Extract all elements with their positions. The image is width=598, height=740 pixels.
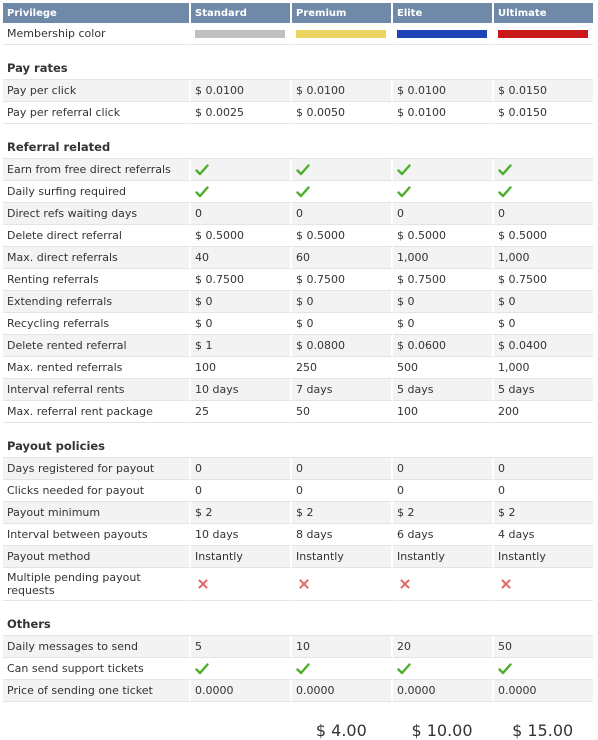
price-row: [3, 710, 593, 740]
cell-value: 200: [494, 401, 593, 423]
cell-value: $ 1: [191, 335, 292, 357]
cell-value: $ 0: [191, 313, 292, 335]
membership-color-row: [3, 23, 593, 45]
table-row: [3, 203, 593, 225]
cell-value: $ 0.0100: [393, 102, 494, 124]
cell-value: 1,000: [393, 247, 494, 269]
table-row: [3, 680, 593, 702]
cell-value: $ 0.0100: [191, 80, 292, 102]
section-title-referral-related: Referral related: [3, 124, 593, 159]
cell-value: $ 0.5000: [191, 225, 292, 247]
cell-value: 1,000: [494, 357, 593, 379]
premium-price: $ 4.00: [315, 721, 367, 740]
check-icon: [494, 159, 593, 181]
check-icon: [296, 185, 310, 199]
cell-value: 1,000: [494, 247, 593, 269]
cell-value: Instantly: [494, 546, 593, 568]
check-icon: [494, 658, 593, 680]
cell-value: 0.0000: [494, 680, 593, 702]
cell-value: $ 0.0400: [494, 335, 593, 357]
row-label-max-rented-referrals: Max. rented referrals: [3, 357, 191, 379]
cross-icon: [198, 579, 208, 589]
cell-value: 0: [494, 480, 593, 502]
cell-value: 0: [191, 203, 292, 225]
cell-value: $ 0.0025: [191, 102, 292, 124]
row-label-renting-referrals: Renting referrals: [3, 269, 191, 291]
cell-value: 250: [292, 357, 393, 379]
section-title-payout-policies: Payout policies: [3, 423, 593, 458]
cell-value: 5 days: [494, 379, 593, 401]
row-label-max-referral-rent-package: Max. referral rent package: [3, 401, 191, 423]
table-row: [3, 80, 593, 102]
check-icon: [494, 181, 593, 203]
membership-comparison-table: [3, 3, 593, 740]
row-label-clicks-needed-for-payout: Clicks needed for payout: [3, 480, 191, 502]
cell-value: $ 0.7500: [292, 269, 393, 291]
cell-value: 0.0000: [292, 680, 393, 702]
cross-icon: [501, 579, 511, 589]
cell-value: 25: [191, 401, 292, 423]
elite-color-swatch: [397, 30, 487, 38]
cell-value: $ 0.0600: [393, 335, 494, 357]
check-icon: [195, 662, 209, 676]
check-icon: [195, 185, 209, 199]
cell-value: 10 days: [191, 379, 292, 401]
check-icon: [292, 159, 393, 181]
check-icon: [292, 181, 393, 203]
cell-value: $ 0.7500: [191, 269, 292, 291]
cell-value: Instantly: [292, 546, 393, 568]
row-label-payout-method: Payout method: [3, 546, 191, 568]
cell-value: 6 days: [393, 524, 494, 546]
cell-value: 10: [292, 636, 393, 658]
cell-value: $ 0: [494, 313, 593, 335]
row-label-recycling-referrals: Recycling referrals: [3, 313, 191, 335]
check-icon: [393, 159, 494, 181]
check-icon: [191, 181, 292, 203]
header-standard: Standard: [191, 3, 292, 23]
cell-value: 8 days: [292, 524, 393, 546]
check-icon: [195, 163, 209, 177]
row-label-extending-referrals: Extending referrals: [3, 291, 191, 313]
cell-value: $ 0.0150: [494, 102, 593, 124]
table-row: [3, 335, 593, 357]
cell-value: $ 0: [393, 313, 494, 335]
check-icon: [393, 181, 494, 203]
cell-value: $ 0.0100: [292, 80, 393, 102]
table-row: [3, 291, 593, 313]
section-title-others: Others: [3, 601, 593, 636]
cell-value: 500: [393, 357, 494, 379]
cell-value: $ 0.0150: [494, 80, 593, 102]
cell-value: 0: [292, 480, 393, 502]
cell-value: 0: [494, 203, 593, 225]
row-label-payout-minimum: Payout minimum: [3, 502, 191, 524]
row-label-delete-rented-referral: Delete rented referral: [3, 335, 191, 357]
table-row: [3, 247, 593, 269]
cell-value: $ 0.7500: [393, 269, 494, 291]
cell-value: 5: [191, 636, 292, 658]
cell-value: 0: [292, 203, 393, 225]
row-label-days-registered-for-payout: Days registered for payout: [3, 458, 191, 480]
table-row: [3, 546, 593, 568]
check-icon: [498, 163, 512, 177]
ultimate-price: $ 15.00: [512, 721, 574, 740]
cell-value: $ 0: [292, 313, 393, 335]
cell-value: 0: [191, 458, 292, 480]
cell-value: $ 0.5000: [393, 225, 494, 247]
row-label-can-send-support-tickets: Can send support tickets: [3, 658, 191, 680]
row-label-multiple-pending-payout-requests: Multiple pending payout requests: [3, 568, 191, 601]
cell-value: Instantly: [393, 546, 494, 568]
cell-value: 0: [292, 458, 393, 480]
table-row: [3, 357, 593, 379]
cross-icon: [292, 568, 393, 601]
table-row: [3, 269, 593, 291]
check-icon: [397, 185, 411, 199]
cross-icon: [400, 579, 410, 589]
cell-value: 60: [292, 247, 393, 269]
table-header: [3, 3, 593, 23]
cell-value: 0: [393, 203, 494, 225]
table-row: [3, 524, 593, 546]
row-label-daily-messages-to-send: Daily messages to send: [3, 636, 191, 658]
cell-value: 0.0000: [393, 680, 494, 702]
cell-value: 7 days: [292, 379, 393, 401]
section-title-pay-rates: Pay rates: [3, 45, 593, 80]
cell-value: $ 0.7500: [494, 269, 593, 291]
cell-value: 0: [393, 480, 494, 502]
check-icon: [397, 163, 411, 177]
cell-value: $ 2: [494, 502, 593, 524]
header-ultimate: Ultimate: [494, 3, 593, 23]
row-label-interval-between-payouts: Interval between payouts: [3, 524, 191, 546]
check-icon: [292, 658, 393, 680]
check-icon: [191, 658, 292, 680]
membership-color-label: Membership color: [3, 23, 191, 45]
header-premium: Premium: [292, 3, 393, 23]
cell-value: $ 0.0800: [292, 335, 393, 357]
cell-value: $ 0: [292, 291, 393, 313]
cell-value: $ 0.5000: [494, 225, 593, 247]
check-icon: [393, 658, 494, 680]
row-label-price-of-sending-one-ticket: Price of sending one ticket: [3, 680, 191, 702]
premium-color-swatch: [296, 30, 386, 38]
table-row: [3, 379, 593, 401]
cell-value: 50: [494, 636, 593, 658]
cell-value: $ 0.0100: [393, 80, 494, 102]
table-row: [3, 636, 593, 658]
cell-value: 50: [292, 401, 393, 423]
table-row: [3, 658, 593, 680]
table-row: [3, 568, 593, 601]
cell-value: 0: [494, 458, 593, 480]
cell-value: $ 0.0050: [292, 102, 393, 124]
cross-icon: [393, 568, 494, 601]
row-label-daily-surfing-required: Daily surfing required: [3, 181, 191, 203]
table-row: [3, 480, 593, 502]
table-row: [3, 102, 593, 124]
check-icon: [498, 185, 512, 199]
cell-value: 5 days: [393, 379, 494, 401]
row-label-pay-per-referral-click: Pay per referral click: [3, 102, 191, 124]
cell-value: 20: [393, 636, 494, 658]
check-icon: [191, 159, 292, 181]
cell-value: 40: [191, 247, 292, 269]
table-row: [3, 159, 593, 181]
cell-value: 0.0000: [191, 680, 292, 702]
cross-icon: [191, 568, 292, 601]
cell-value: $ 2: [393, 502, 494, 524]
cell-value: 4 days: [494, 524, 593, 546]
standard-color-swatch: [195, 30, 285, 38]
header-privilege: Privilege: [3, 3, 191, 23]
table-row: [3, 181, 593, 203]
check-icon: [397, 662, 411, 676]
row-label-max-direct-referrals: Max. direct referrals: [3, 247, 191, 269]
cell-value: $ 0: [191, 291, 292, 313]
cell-value: 0: [393, 458, 494, 480]
check-icon: [296, 163, 310, 177]
ultimate-color-swatch: [498, 30, 588, 38]
cell-value: 100: [393, 401, 494, 423]
cell-value: $ 0: [393, 291, 494, 313]
cell-value: Instantly: [191, 546, 292, 568]
elite-price: $ 10.00: [411, 721, 473, 740]
table-row: [3, 313, 593, 335]
cross-icon: [299, 579, 309, 589]
table-row: [3, 458, 593, 480]
table-sections: [3, 45, 593, 702]
cell-value: 10 days: [191, 524, 292, 546]
row-label-delete-direct-referral: Delete direct referral: [3, 225, 191, 247]
cell-value: 100: [191, 357, 292, 379]
check-icon: [498, 662, 512, 676]
row-label-pay-per-click: Pay per click: [3, 80, 191, 102]
table-row: [3, 225, 593, 247]
cross-icon: [494, 568, 593, 601]
table-row: [3, 502, 593, 524]
row-label-earn-from-free-direct-referrals: Earn from free direct referrals: [3, 159, 191, 181]
cell-value: $ 2: [292, 502, 393, 524]
header-elite: Elite: [393, 3, 494, 23]
cell-value: 0: [191, 480, 292, 502]
cell-value: $ 2: [191, 502, 292, 524]
row-label-direct-refs-waiting-days: Direct refs waiting days: [3, 203, 191, 225]
check-icon: [296, 662, 310, 676]
row-label-interval-referral-rents: Interval referral rents: [3, 379, 191, 401]
cell-value: $ 0.5000: [292, 225, 393, 247]
table-row: [3, 401, 593, 423]
cell-value: $ 0: [494, 291, 593, 313]
